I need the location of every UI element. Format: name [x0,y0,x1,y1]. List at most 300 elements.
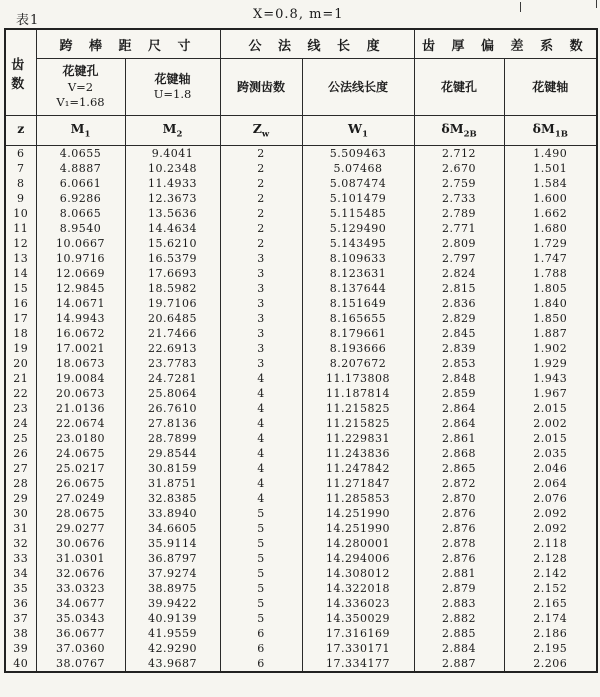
table-row [5,656,597,672]
cell-dm1b: 2.128 [504,551,597,566]
condition-label: X=0.8, m=1 [253,7,344,22]
cell-w1: 14.322018 [302,581,414,596]
cell-dm1b: 2.092 [504,521,597,536]
cell-dm2b: 2.712 [414,146,504,162]
scan-artifact-mark-right [596,0,597,8]
symbol-m2: $M_2$ [125,116,220,146]
cell-dm1b: 1.967 [504,386,597,401]
group-header-row [5,29,597,59]
cell-z: 8 [5,176,36,191]
sub-header-deviation-shaft [504,59,597,116]
cell-dm2b: 2.809 [414,236,504,251]
cell-z: 35 [5,581,36,596]
cell-m2: 24.7281 [125,371,220,386]
cell-dm1b: 1.600 [504,191,597,206]
cell-z: 30 [5,506,36,521]
cell-m2: 27.8136 [125,416,220,431]
cell-zw: 3 [220,266,302,281]
cell-dm2b: 2.848 [414,371,504,386]
symbol-m1: $M_1$ [36,116,125,146]
cell-m1: 28.0675 [36,506,125,521]
cell-m1: 34.0677 [36,596,125,611]
cell-dm2b: 2.864 [414,416,504,431]
cell-m2: 11.4933 [125,176,220,191]
cell-zw: 4 [220,386,302,401]
cell-zw: 5 [220,611,302,626]
cell-m1: 37.0360 [36,641,125,656]
cell-w1: 14.350029 [302,611,414,626]
table-row [5,491,597,506]
cell-m2: 19.7106 [125,296,220,311]
cell-m2: 15.6210 [125,236,220,251]
cell-dm1b: 2.035 [504,446,597,461]
cell-z: 16 [5,296,36,311]
cell-zw: 2 [220,191,302,206]
cell-w1: 5.07468 [302,161,414,176]
cell-zw: 3 [220,326,302,341]
cell-w1: 14.280001 [302,536,414,551]
cell-m2: 9.4041 [125,146,220,162]
cell-m2: 22.6913 [125,341,220,356]
cell-zw: 3 [220,356,302,371]
cell-dm2b: 2.789 [414,206,504,221]
cell-dm2b: 2.853 [414,356,504,371]
cell-dm2b: 2.885 [414,626,504,641]
cell-dm2b: 2.864 [414,401,504,416]
cell-m1: 8.9540 [36,221,125,236]
symbol-zw: $Z_w$ [220,116,302,146]
cell-m1: 30.0676 [36,536,125,551]
cell-zw: 6 [220,641,302,656]
table-row [5,401,597,416]
cell-m1: 24.0675 [36,446,125,461]
cell-zw: 6 [220,656,302,672]
cell-m1: 12.0669 [36,266,125,281]
cell-w1: 11.173808 [302,371,414,386]
cell-zw: 5 [220,506,302,521]
table-row [5,341,597,356]
cell-w1: 5.101479 [302,191,414,206]
cell-w1: 14.294006 [302,551,414,566]
cell-w1: 11.215825 [302,416,414,431]
cell-z: 22 [5,386,36,401]
cell-z: 7 [5,161,36,176]
table-row [5,386,597,401]
table-row [5,551,597,566]
cell-m2: 10.2348 [125,161,220,176]
cell-dm1b: 2.076 [504,491,597,506]
table-row [5,176,597,191]
table-row [5,506,597,521]
group-header-span-bar-distance: 跨 棒 距 尺 寸 [36,29,220,59]
cell-dm2b: 2.872 [414,476,504,491]
cell-w1: 17.330171 [302,641,414,656]
cell-m1: 6.9286 [36,191,125,206]
cell-w1: 8.123631 [302,266,414,281]
cell-zw: 4 [220,401,302,416]
cell-z: 31 [5,521,36,536]
cell-zw: 5 [220,596,302,611]
cell-m2: 36.8797 [125,551,220,566]
cell-m2: 12.3673 [125,191,220,206]
sub-header-common-normal [302,59,414,116]
table-row [5,206,597,221]
data-table [4,28,598,673]
cell-m1: 20.0673 [36,386,125,401]
table-row [5,611,597,626]
cell-z: 11 [5,221,36,236]
cell-dm2b: 2.829 [414,311,504,326]
cell-m2: 39.9422 [125,596,220,611]
cell-dm2b: 2.759 [414,176,504,191]
table-row [5,461,597,476]
sub-header-title: 花键轴 [154,72,191,87]
cell-w1: 11.247842 [302,461,414,476]
cell-dm1b: 2.195 [504,641,597,656]
cell-dm1b: 1.850 [504,311,597,326]
cell-zw: 4 [220,431,302,446]
cell-m1: 27.0249 [36,491,125,506]
cell-m1: 4.8887 [36,161,125,176]
cell-zw: 3 [220,296,302,311]
table-row [5,371,597,386]
table-row [5,221,597,236]
cell-dm1b: 1.840 [504,296,597,311]
cell-m1: 8.0665 [36,206,125,221]
cell-dm2b: 2.670 [414,161,504,176]
table-row [5,251,597,266]
sub-header-line3: V₁=1.68 [56,95,105,110]
cell-dm2b: 2.882 [414,611,504,626]
cell-m1: 35.0343 [36,611,125,626]
symbol-w1: $W_1$ [302,116,414,146]
cell-w1: 11.243836 [302,446,414,461]
cell-zw: 4 [220,476,302,491]
cell-dm1b: 2.186 [504,626,597,641]
sub-header-title: 花键孔 [441,79,478,94]
cell-dm2b: 2.771 [414,221,504,236]
cell-m1: 36.0677 [36,626,125,641]
cell-dm2b: 2.879 [414,581,504,596]
cell-m2: 28.7899 [125,431,220,446]
cell-dm1b: 2.064 [504,476,597,491]
cell-w1: 14.251990 [302,521,414,536]
page-header [0,6,600,28]
cell-z: 28 [5,476,36,491]
cell-m2: 14.4634 [125,221,220,236]
cell-m1: 6.0661 [36,176,125,191]
cell-zw: 2 [220,221,302,236]
cell-dm1b: 2.015 [504,431,597,446]
table-row [5,191,597,206]
cell-dm1b: 1.887 [504,326,597,341]
cell-dm2b: 2.861 [414,431,504,446]
cell-w1: 5.509463 [302,146,414,162]
cell-dm2b: 2.876 [414,521,504,536]
cell-zw: 2 [220,146,302,162]
cell-m2: 13.5636 [125,206,220,221]
cell-dm2b: 2.876 [414,551,504,566]
cell-z: 26 [5,446,36,461]
cell-m1: 23.0180 [36,431,125,446]
table-row [5,626,597,641]
cell-dm1b: 1.747 [504,251,597,266]
cell-m1: 14.9943 [36,311,125,326]
table-row [5,431,597,446]
col-header-teeth-number: 齿数 [5,29,36,116]
sub-header-line2: V=2 [67,79,94,94]
cell-z: 10 [5,206,36,221]
cell-m2: 16.5379 [125,251,220,266]
cell-m2: 23.7783 [125,356,220,371]
cell-dm1b: 1.729 [504,236,597,251]
table-row [5,521,597,536]
table-row [5,326,597,341]
cell-m2: 25.8064 [125,386,220,401]
cell-dm1b: 1.501 [504,161,597,176]
cell-m2: 32.8385 [125,491,220,506]
cell-zw: 2 [220,161,302,176]
table-row [5,281,597,296]
sub-header-title: 花键轴 [532,79,569,94]
cell-dm2b: 2.859 [414,386,504,401]
cell-w1: 8.179661 [302,326,414,341]
table-row [5,566,597,581]
cell-m2: 43.9687 [125,656,220,672]
cell-dm1b: 2.142 [504,566,597,581]
cell-z: 6 [5,146,36,162]
cell-z: 14 [5,266,36,281]
cell-z: 13 [5,251,36,266]
cell-z: 34 [5,566,36,581]
cell-dm1b: 1.805 [504,281,597,296]
cell-z: 21 [5,371,36,386]
cell-z: 25 [5,431,36,446]
cell-dm2b: 2.876 [414,506,504,521]
cell-m2: 35.9114 [125,536,220,551]
group-header-tooth-thickness-deviation: 齿 厚 偏 差 系 数 [414,29,597,59]
symbol-dm1b: $\delta M_{1B}$ [504,116,597,146]
cell-dm1b: 1.584 [504,176,597,191]
cell-w1: 11.271847 [302,476,414,491]
cell-zw: 5 [220,551,302,566]
cell-dm2b: 2.845 [414,326,504,341]
cell-m1: 16.0672 [36,326,125,341]
cell-dm2b: 2.815 [414,281,504,296]
cell-m1: 26.0675 [36,476,125,491]
cell-dm2b: 2.865 [414,461,504,476]
cell-m2: 33.8940 [125,506,220,521]
cell-m1: 10.9716 [36,251,125,266]
symbol-z: z [5,116,36,146]
cell-w1: 8.193666 [302,341,414,356]
table-row [5,446,597,461]
cell-zw: 6 [220,626,302,641]
cell-dm2b: 2.836 [414,296,504,311]
cell-z: 33 [5,551,36,566]
table-row [5,311,597,326]
cell-zw: 5 [220,581,302,596]
sub-header-title: 跨测齿数 [237,79,286,94]
cell-m1: 21.0136 [36,401,125,416]
cell-z: 27 [5,461,36,476]
cell-m1: 33.0323 [36,581,125,596]
cell-m2: 37.9274 [125,566,220,581]
cell-m2: 31.8751 [125,476,220,491]
cell-w1: 8.165655 [302,311,414,326]
cell-m1: 22.0674 [36,416,125,431]
cell-dm1b: 1.788 [504,266,597,281]
cell-w1: 17.334177 [302,656,414,672]
cell-dm2b: 2.824 [414,266,504,281]
cell-dm2b: 2.733 [414,191,504,206]
cell-dm1b: 2.118 [504,536,597,551]
cell-z: 32 [5,536,36,551]
cell-z: 9 [5,191,36,206]
cell-w1: 11.229831 [302,431,414,446]
cell-m1: 17.0021 [36,341,125,356]
cell-w1: 5.087474 [302,176,414,191]
cell-m1: 18.0673 [36,356,125,371]
table-row [5,266,597,281]
cell-zw: 4 [220,416,302,431]
cell-dm2b: 2.884 [414,641,504,656]
symbol-dm2b: $\delta M_{2B}$ [414,116,504,146]
cell-m1: 29.0277 [36,521,125,536]
cell-dm1b: 2.206 [504,656,597,672]
cell-m2: 26.7610 [125,401,220,416]
cell-w1: 14.336023 [302,596,414,611]
table-label: 表1 [16,13,40,28]
cell-m2: 38.8975 [125,581,220,596]
cell-z: 15 [5,281,36,296]
cell-w1: 11.285853 [302,491,414,506]
table-row [5,581,597,596]
cell-w1: 8.151649 [302,296,414,311]
table-body [5,146,597,673]
cell-m1: 14.0671 [36,296,125,311]
cell-dm1b: 2.046 [504,461,597,476]
cell-dm1b: 1.943 [504,371,597,386]
cell-dm2b: 2.868 [414,446,504,461]
cell-z: 38 [5,626,36,641]
cell-zw: 5 [220,521,302,536]
table-row [5,146,597,162]
cell-m1: 10.0667 [36,236,125,251]
table-row [5,296,597,311]
cell-w1: 5.143495 [302,236,414,251]
cell-w1: 14.251990 [302,506,414,521]
table-row [5,416,597,431]
cell-z: 37 [5,611,36,626]
cell-m2: 40.9139 [125,611,220,626]
cell-zw: 3 [220,311,302,326]
cell-z: 18 [5,326,36,341]
cell-z: 40 [5,656,36,672]
cell-m1: 19.0084 [36,371,125,386]
cell-z: 12 [5,236,36,251]
cell-z: 39 [5,641,36,656]
table-row [5,161,597,176]
cell-m2: 21.7466 [125,326,220,341]
cell-dm1b: 2.002 [504,416,597,431]
sub-header-spanned-teeth [220,59,302,116]
cell-m1: 4.0655 [36,146,125,162]
cell-dm1b: 1.662 [504,206,597,221]
cell-dm1b: 2.165 [504,596,597,611]
cell-dm1b: 1.680 [504,221,597,236]
cell-dm1b: 2.152 [504,581,597,596]
cell-zw: 2 [220,176,302,191]
cell-m1: 32.0676 [36,566,125,581]
symbol-row [5,116,597,146]
table-row [5,596,597,611]
cell-z: 23 [5,401,36,416]
table-row [5,356,597,371]
sub-header-spline-shaft-m2 [125,59,220,116]
cell-dm1b: 1.490 [504,146,597,162]
table-row [5,236,597,251]
cell-m1: 31.0301 [36,551,125,566]
sub-header-title: 花键孔 [62,64,99,79]
sub-header-deviation-hole [414,59,504,116]
cell-z: 29 [5,491,36,506]
cell-z: 24 [5,416,36,431]
cell-m2: 34.6605 [125,521,220,536]
cell-w1: 5.115485 [302,206,414,221]
cell-m2: 29.8544 [125,446,220,461]
table-row [5,476,597,491]
cell-z: 17 [5,311,36,326]
cell-dm1b: 2.092 [504,506,597,521]
cell-z: 36 [5,596,36,611]
cell-m2: 20.6485 [125,311,220,326]
cell-m2: 18.5982 [125,281,220,296]
sub-header-spline-hole-m1 [36,59,125,116]
table-row [5,536,597,551]
cell-zw: 4 [220,446,302,461]
cell-m2: 30.8159 [125,461,220,476]
cell-dm2b: 2.887 [414,656,504,672]
group-header-common-normal-length: 公 法 线 长 度 [220,29,414,59]
cell-w1: 8.109633 [302,251,414,266]
cell-m1: 25.0217 [36,461,125,476]
cell-zw: 4 [220,491,302,506]
cell-dm1b: 1.929 [504,356,597,371]
cell-dm2b: 2.797 [414,251,504,266]
scan-artifact-mark [520,2,521,12]
cell-w1: 11.187814 [302,386,414,401]
cell-zw: 3 [220,341,302,356]
sub-header-row [5,59,597,116]
cell-m2: 42.9290 [125,641,220,656]
cell-zw: 2 [220,206,302,221]
cell-dm1b: 1.902 [504,341,597,356]
cell-w1: 8.137644 [302,281,414,296]
sub-header-line2: U=1.8 [153,87,192,102]
cell-dm1b: 2.174 [504,611,597,626]
cell-m2: 41.9559 [125,626,220,641]
cell-w1: 17.316169 [302,626,414,641]
cell-zw: 5 [220,566,302,581]
cell-z: 19 [5,341,36,356]
cell-z: 20 [5,356,36,371]
cell-dm1b: 2.015 [504,401,597,416]
cell-m1: 12.9845 [36,281,125,296]
cell-m1: 38.0767 [36,656,125,672]
cell-w1: 5.129490 [302,221,414,236]
cell-zw: 2 [220,236,302,251]
